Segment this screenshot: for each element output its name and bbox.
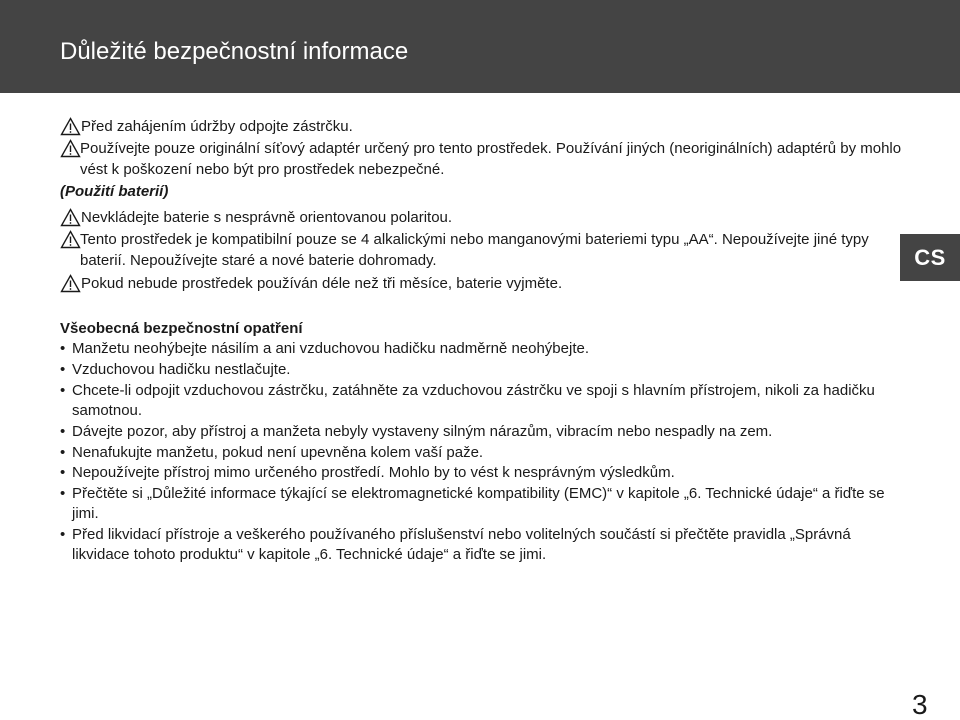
warning-text: Pokud nebude prostředek používán déle než tři měsíce, baterie vyjměte. — [81, 275, 563, 292]
language-badge: CS — [900, 234, 960, 281]
list-item — [60, 484, 890, 524]
battery-heading: (Použití baterií) — [60, 183, 169, 200]
warning-triangle-icon — [60, 208, 81, 227]
bullet-icon: • — [60, 464, 66, 482]
list-item-text: Nenafukujte manžetu, pokud není upevněna kolem vaší paže. — [72, 443, 484, 461]
warning-battery-remove — [60, 273, 910, 294]
general-precautions-title: Všeobecná bezpečnostní opatření — [60, 320, 303, 337]
warning-triangle-icon — [60, 117, 81, 136]
page-number: 3 — [912, 689, 928, 720]
bullet-icon: • — [60, 340, 66, 357]
page-title: Důležité bezpečnostní informace — [60, 38, 409, 65]
warning-battery-type — [60, 229, 910, 271]
warning-text: Před zahájením údržby odpojte zástrčku. — [81, 118, 353, 135]
warning-triangle-icon — [60, 139, 81, 158]
bullet-icon: • — [60, 381, 66, 399]
bullet-icon: • — [60, 526, 66, 544]
list-item-text: Přečtěte si „Důležité informace týkající se elektromagnetické kompatibility (EMC)“ v kapitole „6. Technické údaje“ a řiďte se jimi. — [72, 485, 885, 523]
warning-battery-polarity — [60, 207, 910, 228]
list-item — [60, 360, 890, 380]
list-item-text: Manžetu neohýbejte násilím a ani vzduchovou hadičku nadměrně neohýbejte. — [72, 340, 590, 357]
bullet-icon: • — [60, 485, 66, 503]
list-item — [60, 463, 890, 483]
bullet-icon: • — [60, 422, 66, 440]
warning-triangle-icon — [60, 274, 81, 293]
warning-triangle-icon — [60, 230, 81, 249]
list-item-text: Chcete-li odpojit vzduchovou zástrčku, zatáhněte za vzduchovou zástrčku ve spoji s hlavním přístrojem, nikoli za hadičku samotnou. — [72, 381, 875, 419]
warning-text: Tento prostředek je kompatibilní pouze se 4 alkalickými nebo manganovými bateriemi typu „AA“. Nepoužívejte jiné typy baterií. Nepoužívejte staré a nové baterie dohromady. — [80, 231, 869, 269]
general-precautions-list — [60, 339, 890, 566]
page-header — [0, 0, 960, 93]
list-item — [60, 443, 890, 463]
list-item — [60, 381, 890, 421]
list-item — [60, 525, 890, 565]
bullet-icon: • — [60, 443, 66, 461]
warning-unplug — [60, 116, 910, 137]
list-item-text: Dávejte pozor, aby přístroj a manžeta nebyly vystaveny silným nárazům, vibracím nebo nespadly na zem. — [72, 422, 773, 440]
list-item-text: Vzduchovou hadičku nestlačujte. — [72, 360, 291, 378]
bullet-icon: • — [60, 360, 66, 378]
list-item-text: Před likvidací přístroje a veškerého používaného příslušenství nebo volitelných součástí si přečtěte pravidla „Správná likvidace tohoto produktu“ v kapitole „6. Technické údaje“ a řiďte se jimi. — [72, 526, 851, 564]
warning-text: Používejte pouze originální síťový adaptér určený pro tento prostředek. Používání jiných (neoriginálních) adaptérů by mohlo vést k poškození nebo být pro prostředek nebezpečné. — [80, 140, 902, 178]
warning-text: Nevkládejte baterie s nesprávně orientovanou polaritou. — [81, 209, 453, 226]
list-item — [60, 339, 890, 359]
warning-adapter — [60, 138, 910, 180]
list-item — [60, 422, 890, 442]
list-item-text: Nepoužívejte přístroj mimo určeného prostředí. Mohlo by to vést k nesprávným výsledkům. — [72, 464, 675, 482]
